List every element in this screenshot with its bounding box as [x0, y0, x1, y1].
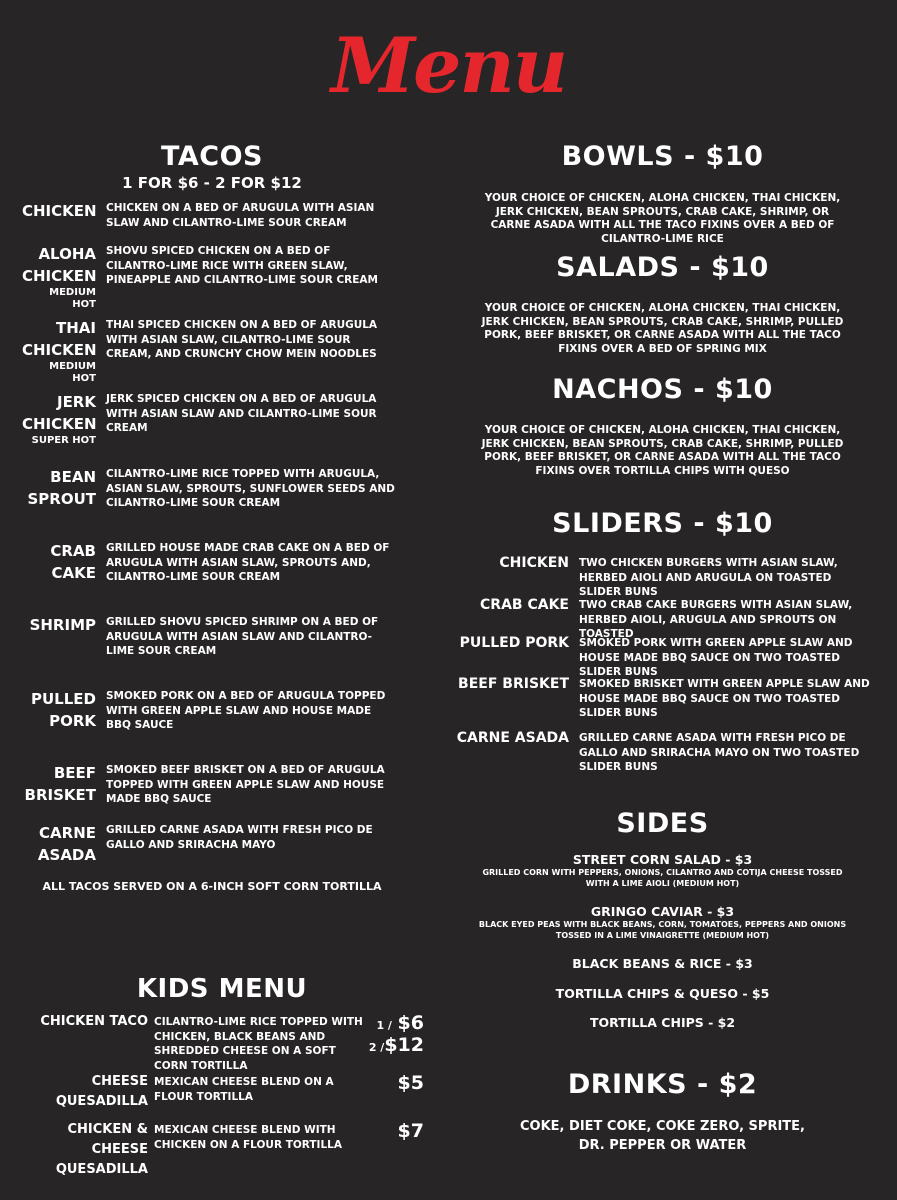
taco-item-carne-asada	[22, 822, 396, 866]
side-name: TORTILLA CHIPS & QUESO - $5	[555, 986, 770, 1001]
taco-name: BEEF BRISKET	[24, 764, 96, 804]
kids-name: CHEESE QUESADILLA	[55, 1074, 148, 1109]
salads-desc: YOUR CHOICE OF CHICKEN, ALOHA CHICKEN, THAI CHICKEN, JERK CHICKEN, BEAN SPROUTS, CRAB CAKE, SHRIMP, PULLED PORK, BEEF BRISKET, OR CARNE ASADA WITH ALL THE TACO FIXINS OVER A BED OF SPRING MIX	[481, 302, 844, 355]
taco-name: ALOHA CHICKEN	[22, 245, 97, 285]
taco-item-thai-chicken	[22, 317, 396, 385]
nachos-heading: NACHOS - $10	[552, 374, 773, 405]
taco-desc: SMOKED BEEF BRISKET ON A BED OF ARUGULA TOPPED WITH GREEN APPLE SLAW AND HOUSE MADE BBQ SAUCE	[106, 764, 385, 805]
taco-desc: GRILLED HOUSE MADE CRAB CAKE ON A BED OF ARUGULA WITH ASIAN SLAW, SPROUTS AND, CILANTRO-LIME SOUR CREAM	[106, 542, 390, 583]
kids-item-chicken-cheese-quesadilla	[22, 1120, 424, 1180]
slider-desc: TWO CRAB CAKE BURGERS WITH ASIAN SLAW, HERBED AIOLI, ARUGULA AND SPROUTS ON TOASTED	[579, 599, 853, 640]
taco-heat: SUPER HOT	[31, 435, 96, 446]
taco-desc: CHICKEN ON A BED OF ARUGULA WITH ASIAN SLAW AND CILANTRO-LIME SOUR CREAM	[106, 202, 375, 229]
sliders-heading: SLIDERS - $10	[552, 508, 773, 539]
taco-desc: GRILLED SHOVU SPICED SHRIMP ON A BED OF ARUGULA WITH ASIAN SLAW AND CILANTRO-LIME SOUR CREAM	[106, 616, 379, 657]
taco-item-crab-cake	[22, 540, 396, 585]
taco-heat: MEDIUM HOT	[49, 361, 96, 384]
tacos-pricing: 1 FOR $6 - 2 FOR $12	[122, 173, 302, 192]
tacos-heading: TACOS	[161, 141, 263, 172]
taco-item-beef-brisket	[22, 762, 396, 807]
taco-name: THAI CHICKEN	[22, 319, 97, 359]
price-value: $5	[397, 1072, 424, 1094]
taco-item-shrimp	[22, 614, 396, 659]
slider-desc: TWO CHICKEN BURGERS WITH ASIAN SLAW, HERBED AIOLI AND ARUGULA ON TOASTED SLIDER BUNS	[579, 557, 838, 598]
taco-desc: GRILLED CARNE ASADA WITH FRESH PICO DE GALLO AND SRIRACHA MAYO	[106, 824, 373, 851]
left-column	[22, 141, 424, 1177]
sides-heading: SIDES	[616, 808, 709, 839]
drinks-line: DR. PEPPER OR WATER	[578, 1138, 747, 1153]
taco-name: PULLED PORK	[31, 690, 96, 730]
slider-name: CRAB CAKE	[480, 597, 569, 613]
side-name: GRINGO CAVIAR - $3	[590, 904, 735, 919]
drinks-heading: DRINKS - $2	[567, 1069, 758, 1100]
slider-item-beef-brisket	[450, 675, 875, 721]
slider-name: CHICKEN	[499, 555, 569, 571]
price-value: $7	[397, 1120, 424, 1142]
price-qty: 2 /	[368, 1041, 385, 1054]
kids-desc: MEXICAN CHEESE BLEND WITH CHICKEN ON A FLOUR TORTILLA	[154, 1124, 342, 1151]
kids-heading: KIDS MENU	[136, 974, 308, 1004]
bowls-desc: YOUR CHOICE OF CHICKEN, ALOHA CHICKEN, THAI CHICKEN, JERK CHICKEN, BEAN SPROUTS, CRAB CAKE, SHRIMP, OR CARNE ASADA WITH ALL THE TACO FIXINS OVER A BED OF CILANTRO-LIME RICE	[484, 192, 841, 245]
kids-price	[368, 1012, 424, 1056]
bowls-heading: BOWLS - $10	[561, 141, 764, 172]
side-name: TORTILLA CHIPS - $2	[589, 1015, 736, 1030]
slider-name: CARNE ASADA	[456, 730, 569, 746]
taco-item-aloha-chicken	[22, 243, 396, 311]
slider-desc: SMOKED BRISKET WITH GREEN APPLE SLAW AND HOUSE MADE BBQ SAUCE ON TWO TOASTED SLIDER BUNS	[579, 678, 870, 719]
kids-item-chicken-taco	[22, 1012, 424, 1073]
taco-item-jerk-chicken	[22, 391, 396, 447]
kids-price	[368, 1072, 424, 1094]
taco-name: CHICKEN	[22, 202, 97, 220]
taco-name: CARNE ASADA	[37, 824, 96, 864]
side-name: STREET CORN SALAD - $3	[572, 852, 753, 867]
kids-price	[368, 1120, 424, 1142]
drinks-list	[450, 1117, 875, 1155]
slider-item-pulled-pork	[450, 634, 875, 680]
slider-item-carne-asada	[450, 729, 875, 775]
slider-desc: SMOKED PORK WITH GREEN APPLE SLAW AND HOUSE MADE BBQ SAUCE ON TWO TOASTED SLIDER BUNS	[579, 637, 853, 678]
taco-desc: SMOKED PORK ON A BED OF ARUGULA TOPPED WITH GREEN APPLE SLAW AND HOUSE MADE BBQ SAUCE	[106, 690, 386, 731]
price-qty: 1 /	[376, 1019, 392, 1032]
taco-name: BEAN SPROUT	[27, 468, 96, 508]
menu-title: Menu	[331, 21, 566, 110]
taco-heat: MEDIUM HOT	[49, 287, 96, 310]
slider-desc: GRILLED CARNE ASADA WITH FRESH PICO DE GALLO AND SRIRACHA MAYO ON TWO TOASTED SLIDER BUNS	[579, 732, 860, 773]
drinks-line: COKE, DIET COKE, COKE ZERO, SPRITE,	[520, 1119, 805, 1134]
side-desc: GRILLED CORN WITH PEPPERS, ONIONS, CILANTRO AND COTIJA CHEESE TOSSED WITH A LIME AIOLI (MEDIUM HOT)	[482, 868, 843, 888]
kids-item-cheese-quesadilla	[22, 1072, 424, 1112]
taco-desc: JERK SPICED CHICKEN ON A BED OF ARUGULA WITH ASIAN SLAW AND CILANTRO-LIME SOUR CREAM	[106, 393, 377, 434]
side-name: BLACK BEANS & RICE - $3	[572, 956, 753, 971]
taco-name: JERK CHICKEN	[22, 393, 97, 433]
side-desc: BLACK EYED PEAS WITH BLACK BEANS, CORN, TOMATOES, PEPPERS AND ONIONS TOSSED IN A LIME VINAIGRETTE (MEDIUM HOT)	[478, 920, 847, 940]
nachos-desc: YOUR CHOICE OF CHICKEN, ALOHA CHICKEN, THAI CHICKEN, JERK CHICKEN, BEAN SPROUTS, CRAB CAKE, SHRIMP, PULLED PORK, BEEF BRISKET, OR CARNE ASADA WITH ALL THE TACO FIXINS OVER TORTILLA CHIPS WITH QUESO	[481, 424, 844, 477]
price-value: $6	[397, 1012, 424, 1034]
price-value: $12	[384, 1034, 424, 1056]
taco-desc: SHOVU SPICED CHICKEN ON A BED OF CILANTRO-LIME RICE WITH GREEN SLAW, PINEAPPLE AND CILANTRO-LIME SOUR CREAM	[106, 245, 378, 286]
kids-desc: MEXICAN CHEESE BLEND ON A FLOUR TORTILLA	[154, 1076, 334, 1103]
kids-name: CHICKEN & CHEESE QUESADILLA	[55, 1122, 148, 1177]
kids-name: CHICKEN TACO	[40, 1014, 148, 1029]
slider-item-chicken	[450, 554, 875, 600]
kids-desc: CILANTRO-LIME RICE TOPPED WITH CHICKEN, BLACK BEANS AND SHREDDED CHEESE ON A SOFT CORN TORTILLA	[154, 1016, 363, 1072]
taco-item-pulled-pork	[22, 688, 396, 733]
tacos-note: ALL TACOS SERVED ON A 6-INCH SOFT CORN TORTILLA	[42, 880, 382, 893]
taco-name: SHRIMP	[29, 616, 96, 634]
slider-name: PULLED PORK	[459, 635, 569, 651]
taco-desc: CILANTRO-LIME RICE TOPPED WITH ARUGULA, ASIAN SLAW, SPROUTS, SUNFLOWER SEEDS AND CILANTRO-LIME SOUR CREAM	[106, 468, 395, 509]
salads-heading: SALADS - $10	[556, 252, 769, 283]
slider-name: BEEF BRISKET	[458, 676, 569, 692]
taco-item-bean-sprout	[22, 466, 396, 511]
taco-item-chicken	[22, 200, 396, 230]
taco-desc: THAI SPICED CHICKEN ON A BED OF ARUGULA WITH ASIAN SLAW, CILANTRO-LIME SOUR CREAM, AND CRUNCHY CHOW MEIN NOODLES	[106, 319, 378, 360]
taco-name: CRAB CAKE	[50, 542, 96, 582]
